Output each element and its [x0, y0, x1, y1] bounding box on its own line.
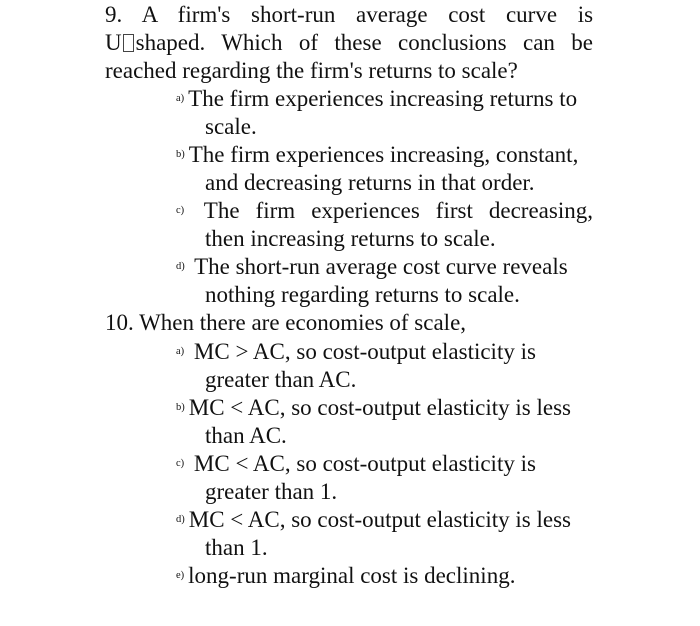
q9-word: is: [577, 2, 594, 27]
q9-number: 9.: [105, 2, 123, 27]
q10-option-d-line-2: than 1.: [205, 535, 268, 560]
q10-option-c-marker: c): [176, 457, 185, 469]
q10-option-a-line-2: greater than AC.: [205, 367, 357, 392]
q10-option-a-text: MC > AC, so cost-output elasticity is: [193, 339, 536, 364]
q9-option-a-line-1: [176, 85, 593, 115]
q9-option-a-line-2: scale.: [205, 114, 257, 139]
q9-word: A: [141, 2, 157, 27]
q10-option-b-line-2: than AC.: [205, 423, 287, 448]
q9-word: short-run: [251, 2, 336, 27]
q9-option-c-line-1: [176, 197, 593, 227]
q9-option-d-line-1: [176, 253, 593, 283]
q9-stem-line-3: reached regarding the firm's returns to scale?: [105, 58, 518, 83]
q9-word: curve: [505, 2, 558, 27]
q9-option-c-text: The firm experiences first decreasing,: [203, 198, 593, 223]
q10-option-a-marker: a): [176, 345, 185, 357]
q10-stem: 10. When there are economies of scale,: [105, 310, 467, 335]
q9-option-a-text: The firm experiences increasing returns to: [188, 86, 578, 111]
q10-option-a-line-1: [176, 338, 593, 368]
q9-option-d-text: The short-run average cost curve reveals: [194, 254, 568, 279]
q10-option-b-marker: b): [176, 401, 185, 413]
q9-option-a-marker: a): [176, 92, 185, 104]
q10-option-c-text: MC < AC, so cost-output elasticity is: [193, 451, 536, 476]
q9-stem-line-1: [105, 1, 593, 29]
q9-stem-u: [105, 30, 593, 55]
q9-u-letter: U: [105, 30, 122, 55]
q10-option-b-text: MC < AC, so cost-output elasticity is less: [188, 395, 572, 420]
q9-stem-line-2: [105, 29, 593, 57]
missing-glyph-box: [123, 34, 134, 52]
q10-option-e-text: long-run marginal cost is declining.: [188, 563, 516, 588]
q9-stem-line-2-text: shaped. Which of these conclusions can be: [135, 30, 593, 55]
q10-option-e-marker: e): [176, 569, 185, 581]
q9-option-d-marker: d): [176, 260, 185, 272]
q10-option-b-line-1: [176, 394, 593, 424]
q9-option-b-line-1: [176, 141, 593, 171]
q10-option-e-line-1: [176, 562, 515, 592]
q9-option-b-line-2: and decreasing returns in that order.: [205, 170, 535, 195]
q9-option-c-marker: c): [176, 204, 185, 216]
q9-option-b-marker: b): [176, 148, 185, 160]
q9-word: cost: [448, 2, 486, 27]
q10-option-d-marker: d): [176, 513, 185, 525]
q9-option-c-line-2: then increasing returns to scale.: [205, 226, 496, 251]
q10-option-c-line-1: [176, 450, 593, 480]
q9-option-b-text: The firm experiences increasing, constant,: [188, 142, 579, 167]
q9-word: firm's: [177, 2, 231, 27]
q9-option-d-line-2: nothing regarding returns to scale.: [205, 282, 520, 307]
q10-option-d-line-1: [176, 506, 593, 536]
q10-option-d-text: MC < AC, so cost-output elasticity is less: [188, 507, 572, 532]
q10-option-c-line-2: greater than 1.: [205, 479, 338, 504]
q9-word: average: [356, 2, 428, 27]
